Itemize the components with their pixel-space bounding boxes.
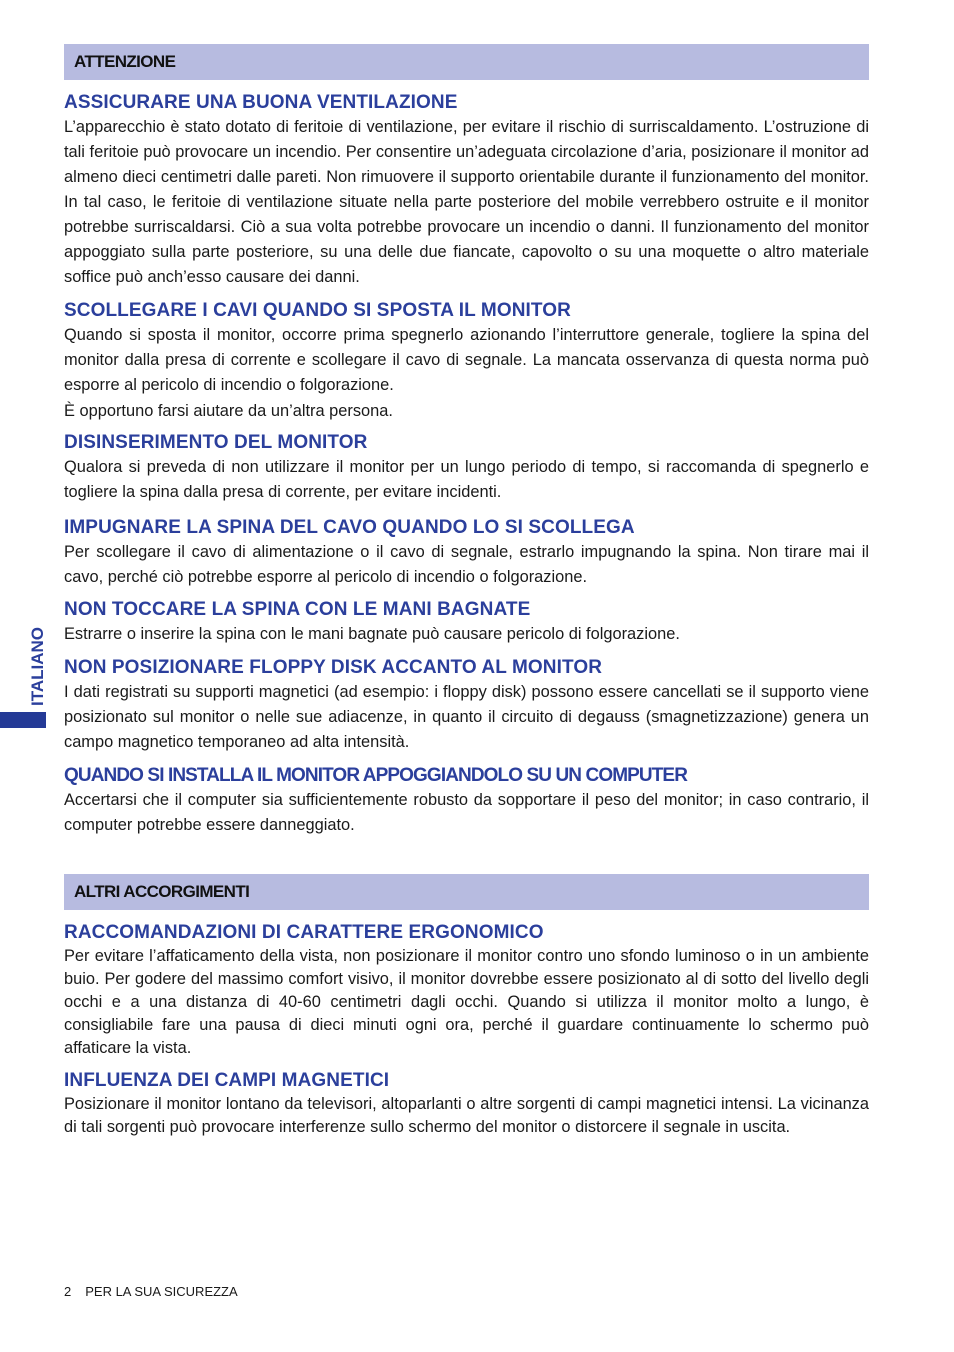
paragraph-impugnare-spina: Per scollegare il cavo di alimentazione o il cavo di segnale, estrarlo impugnando la spina. Non tirare mai il cavo, perché ciò potrebbe esporre al pericolo di incendio o folgorazione. [64,543,869,586]
footer-section-title: PER LA SUA SICUREZZA [85,1284,238,1299]
heading-ergonomico: RACCOMANDAZIONI DI CARATTERE ERGONOMICO [64,922,544,943]
section-header-attenzione: ATTENZIONE [64,44,869,80]
heading-floppy-disk: NON POSIZIONARE FLOPPY DISK ACCANTO AL MONITOR [64,657,603,678]
paragraph-floppy-disk: I dati registrati su supporti magnetici (ad esempio: i floppy disk) possono essere cancellati se il supporto viene posizionato sul monitor o nelle sue adiacenze, in quanto il circuito di degauss (smagnetizzazione) genera un campo magnetico temporaneo ad alta intensità. [64,683,869,751]
paragraph-ergonomico: Per evitare l’affaticamento della vista, non posizionare il monitor contro uno sfondo luminoso o in un ambiente buio. Per godere del massimo comfort visivo, il monitor dovrebbe essere posizionato al di sotto del livello degli occhi e a una distanza di 40-60 centimetri dagli occhi. Quando si utilizza il monitor molto a lungo, è consigliabile fare una pausa di dieci minuti ogni ora, perché il guardare continuamente lo schermo può affaticare la vista. [64,947,869,1057]
heading-installa-su-computer: QUANDO SI INSTALLA IL MONITOR APPOGGIANDOLO SU UN COMPUTER [64,765,688,786]
paragraph-mani-bagnate: Estrarre o inserire la spina con le mani bagnate può causare pericolo di folgorazione. [64,625,680,643]
section-installa-su-computer [64,765,869,838]
paragraph-installa-su-computer: Accertarsi che il computer sia sufficientemente robusto da sopportare il peso del monitor; in caso contrario, il computer potrebbe essere danneggiato. [64,791,869,834]
paragraph-ventilazione: L’apparecchio è stato dotato di feritoie di ventilazione, per evitare il rischio di surriscaldamento. L’ostruzione di tali feritoie può provocare un incendio. Per consentire un’adeguata circolazione d’aria, posizionare il monitor ad almeno dieci centimetri dalle pareti. Non rimuovere il supporto orientabile durante il funzionamento del monitor. In tal caso, le feritoie di ventilazione situate nella parte posteriore del mobile verrebbero ostruite e il monitor potrebbe surriscaldarsi. Ciò a sua volta potrebbe provocare un incendio o danni. Il funzionamento del monitor appoggiato sulla parte posteriore, su una delle due fiancate, capovolto o su una moquette o altro materiale soffice può anch’esso causare dei danni. [64,118,869,286]
section-ventilazione [64,92,869,290]
section-scollegare-cavi [64,300,869,424]
section-campi-magnetici [64,1070,869,1139]
page-number: 2 [64,1284,72,1299]
heading-mani-bagnate: NON TOCCARE LA SPINA CON LE MANI BAGNATE [64,599,531,620]
document-page [64,44,869,1139]
page-footer [64,1284,238,1299]
section-disinserimento [64,432,869,505]
paragraph-disinserimento: Qualora si preveda di non utilizzare il monitor per un lungo periodo di tempo, si raccomanda di spegnerlo e togliere la spina dalla presa di corrente, per evitare incidenti. [64,458,869,501]
section-floppy-disk [64,657,869,755]
paragraph-scollegare-cavi-note: È opportuno farsi aiutare da un’altra persona. [64,402,393,420]
paragraph-scollegare-cavi: Quando si sposta il monitor, occorre prima spegnerlo azionando l’interruttore generale, togliere la spina del monitor dalla presa di corrente e scollegare il cavo di segnale. La mancata osservanza di questa norma può esporre al pericolo di incendio o folgorazione. [64,326,869,394]
heading-ventilazione: ASSICURARE UNA BUONA VENTILAZIONE [64,92,458,113]
heading-campi-magnetici: INFLUENZA DEI CAMPI MAGNETICI [64,1070,390,1091]
language-tab-label: ITALIANO [28,626,47,706]
section-impugnare-spina [64,517,869,590]
section-ergonomico [64,922,869,1060]
section-mani-bagnate [64,599,869,647]
heading-disinserimento: DISINSERIMENTO DEL MONITOR [64,432,368,453]
paragraph-campi-magnetici: Posizionare il monitor lontano da televisori, altoparlanti o altre sorgenti di campi magnetici intensi. La vicinanza di tali sorgenti può provocare interferenze sullo schermo del monitor o distorcere il segnale in uscita. [64,1095,869,1136]
heading-impugnare-spina: IMPUGNARE LA SPINA DEL CAVO QUANDO LO SI SCOLLEGA [64,517,635,538]
language-tab-marker [0,712,46,728]
heading-scollegare-cavi: SCOLLEGARE I CAVI QUANDO SI SPOSTA IL MONITOR [64,300,571,321]
section-header-altri-accorgimenti: ALTRI ACCORGIMENTI [64,874,869,910]
